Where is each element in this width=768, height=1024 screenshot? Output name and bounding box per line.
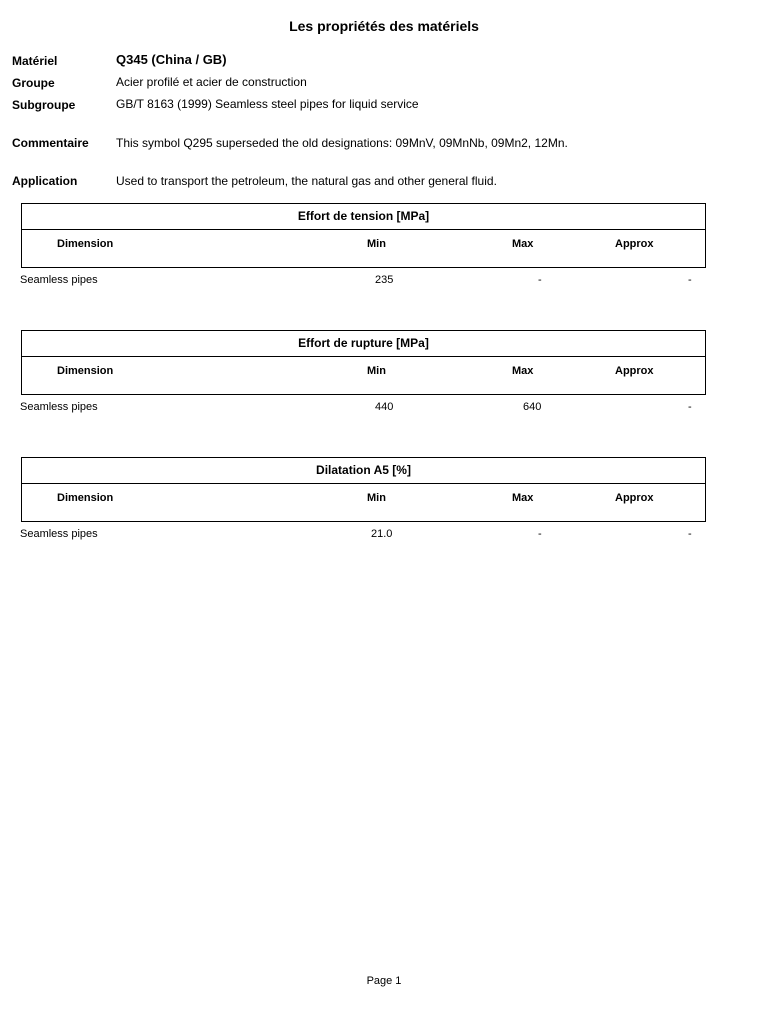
groupe-value: Acier profilé et acier de construction: [116, 75, 307, 89]
col-min-header: Min: [367, 365, 386, 377]
application-value: Used to transport the petroleum, the natural gas and other general fluid.: [116, 174, 497, 188]
dilatation-row-dimension: Seamless pipes: [20, 528, 98, 540]
tension-row-min: 235: [375, 274, 394, 286]
commentaire-value: This symbol Q295 superseded the old designations: 09MnV, 09MnNb, 09Mn2, 12Mn.: [116, 136, 568, 150]
rupture-row-min: 440: [375, 401, 394, 413]
tension-row-max: -: [538, 274, 542, 286]
col-max-header: Max: [512, 238, 534, 250]
col-min-header: Min: [367, 238, 386, 250]
application-label: Application: [12, 174, 78, 188]
col-max-header: Max: [512, 492, 534, 504]
rupture-row-max: 640: [523, 401, 542, 413]
dilatation-table-title: Dilatation A5 [%]: [22, 458, 705, 484]
col-approx-header: Approx: [615, 365, 654, 377]
page-title: Les propriétés des matériels: [289, 18, 479, 34]
rupture-table: [21, 330, 706, 395]
commentaire-label: Commentaire: [12, 136, 89, 150]
groupe-label: Groupe: [12, 76, 55, 90]
dilatation-row-max: -: [538, 528, 542, 540]
col-dimension-header: Dimension: [57, 365, 114, 377]
col-dimension-header: Dimension: [57, 238, 114, 250]
tension-row-dimension: Seamless pipes: [20, 274, 98, 286]
dilatation-table: [21, 457, 706, 522]
page-number: Page 1: [366, 975, 402, 987]
tension-row-approx: -: [688, 274, 692, 286]
col-min-header: Min: [367, 492, 386, 504]
rupture-row-approx: -: [688, 401, 692, 413]
rupture-table-title: Effort de rupture [MPa]: [22, 331, 705, 357]
rupture-row-dimension: Seamless pipes: [20, 401, 98, 413]
materiel-label: Matériel: [12, 54, 58, 68]
dilatation-row-min: 21.0: [371, 528, 393, 540]
subgroupe-value: GB/T 8163 (1999) Seamless steel pipes for liquid service: [116, 97, 419, 111]
tension-table: [21, 203, 706, 268]
subgroupe-label: Subgroupe: [12, 98, 76, 112]
col-dimension-header: Dimension: [57, 492, 114, 504]
materiel-value: Q345 (China / GB): [116, 52, 227, 67]
col-max-header: Max: [512, 365, 534, 377]
tension-table-title: Effort de tension [MPa]: [22, 204, 705, 230]
col-approx-header: Approx: [615, 492, 654, 504]
dilatation-row-approx: -: [688, 528, 692, 540]
col-approx-header: Approx: [615, 238, 654, 250]
